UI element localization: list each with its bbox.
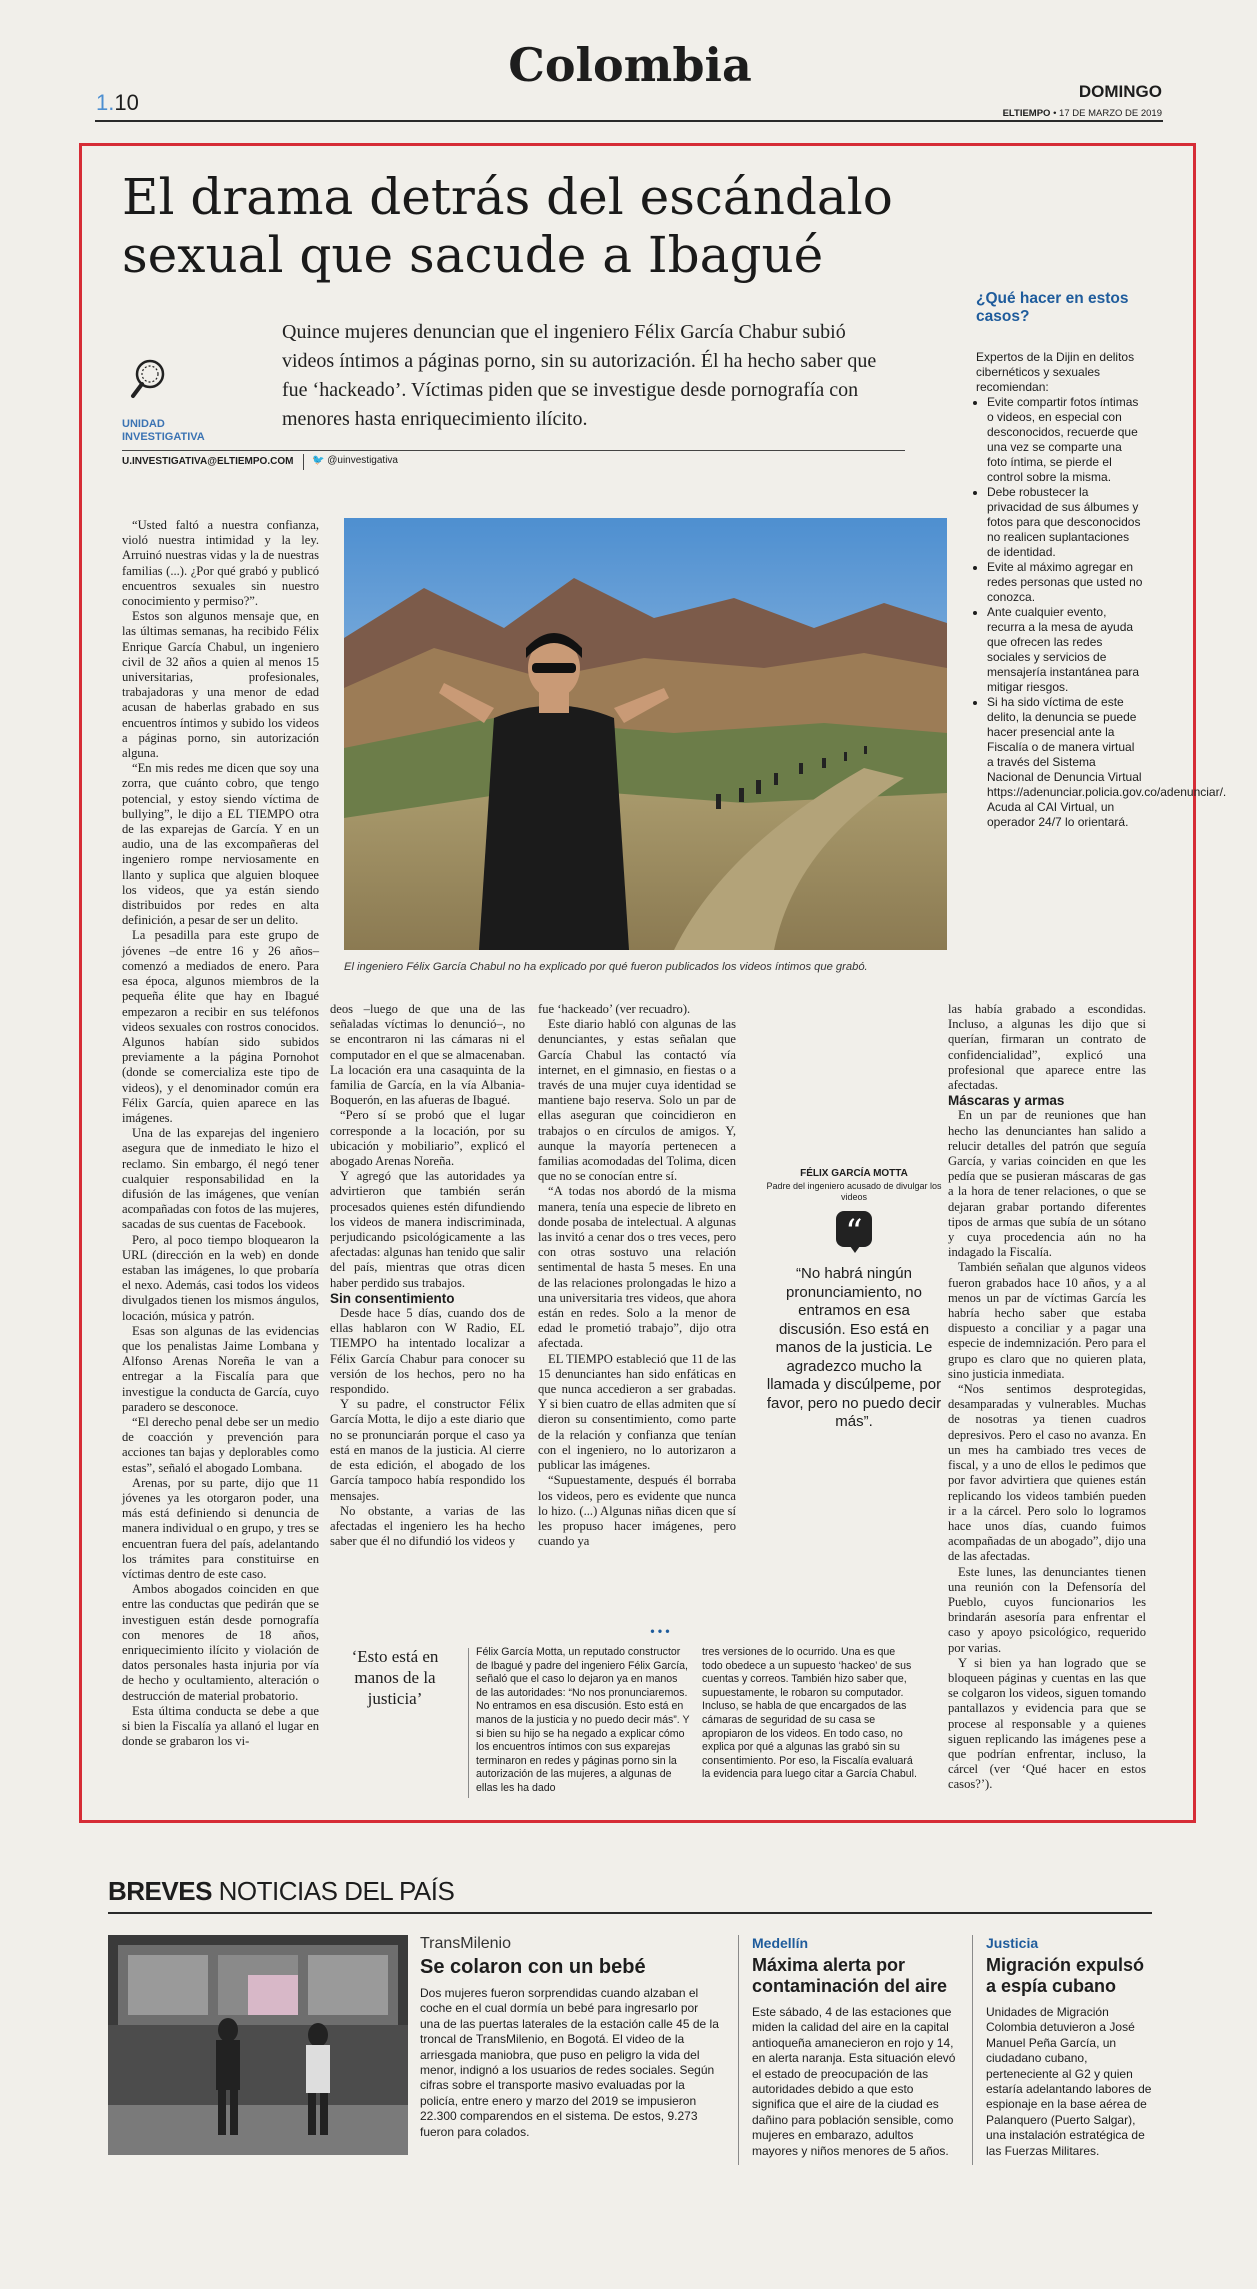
brief-text: Unidades de Migración Colombia detuvieron a José Manuel Peña García, un ciudadano cubano, perteneciente al G2 y quien estaría adelantando labores de espionaje en la base aérea de Palanquero (Puerto Salgar), una instalación estratégica de las Fuerzas Militares. — [986, 2005, 1152, 2158]
justice-box-text-1: Félix García Motta, un reputado constructor de Ibagué y padre del ingeniero Félix García, señaló que el caso lo dejaron ya en manos de las autoridades: “No nos pronunciaremos. No entramos en esa discusión. Esto está en manos de la justicia y no puedo decir más”. Y si bien su hijo se ha negado a explicar cómo los encuentros íntimos con sus exparejas terminaron en redes y páginas porno sin la autorización de las mujeres, a algunas de ellas les ha dado — [476, 1646, 690, 1794]
brief-title: Migración expulsó a espía cubano — [986, 1955, 1145, 1996]
sidebar-item: • Ante cualquier evento, recurra a la mesa de ayuda que ofrecen las redes sociales y servicios de mensajería instantánea para mitigar riesgos. — [987, 605, 1144, 695]
contact-email[interactable]: U.INVESTIGATIVA@ELTIEMPO.COM — [122, 456, 294, 467]
transmilenio-photo — [108, 1935, 408, 2155]
paragraph: EL TIEMPO estableció que 11 de las 15 denunciantes han sido enfáticas en que nunca accedieron a ser grabadas. Y si bien cuatro de ellas admiten que sí dieron su consentimiento, como parte de la relación y confianza que tenían con el ingeniero, no lo autorizaron a publicar las imágenes. — [538, 1351, 736, 1473]
paragraph: En un par de reuniones que han hecho las denunciantes han salido a relucir detalles del patrón que seguía García, y varias coinciden en que les pedía que se pusieran máscaras de gas a la hora de tener relaciones, o que se dejaran grabar portando diferentes tipos de armas que subía de un sótano y cuya procedencia aún no ha indagado la Fiscalía. — [948, 1108, 1146, 1260]
paragraph: Este lunes, las denunciantes tienen una reunión con la Defensoría del Pueblo, cuyos funcionarios les brindarán asesoría para enfrentar el caso y apoyo psicológico, requerido por varias. — [948, 1564, 1146, 1655]
breves-rule — [108, 1912, 1152, 1914]
paragraph: Este diario habló con algunas de las denunciantes, y estas señalan que García Chabul las contactó vía internet, en el gimnasio, en fiestas o a través de una mujer cuya identidad se mantiene bajo reserva. Solo un par de ellas aseguran que coincidieron en trabajos o en círculos de amigos. Y, aunque la mayoría pertenecen a familias acomodadas del Tolima, dicen que no se conocían entre sí. — [538, 1017, 736, 1184]
article-lead: Quince mujeres denuncian que el ingeniero Félix García Chabur subió videos íntimos a páginas porno, sin su autorización. Él ha hecho saber que fue ‘hackeado’. Víctimas piden que se investigue desde pornografía con menores hasta enriquecimiento ilícito. — [282, 321, 877, 430]
paragraph: Y su padre, el constructor Félix García Motta, le dijo a este diario que no se pronunciarán porque el caso ya está en manos de la justicia. Al cierre de esta edición, el abogado de los García tampoco había respondido los mensajes. — [330, 1397, 525, 1503]
sidebar-intro: Expertos de la Dijin en delitos cibernéticos y sexuales recomiendan: — [976, 350, 1135, 394]
paragraph: Pero, al poco tiempo bloquearon la URL (dirección en la web) en donde estaban las imágenes, lo que probaría el nexo. Además, casi todos los videos divulgados tienen los mismos ángulos, locación, música y patrón. — [122, 1232, 319, 1323]
brief-title: Máxima alerta por contaminación del aire — [752, 1955, 948, 1996]
paragraph: “Usted faltó a nuestra confianza, violó nuestra intimidad y la ley. Arruinó nuestras vidas y la de nuestras familias (...). ¿Por qué grabó y publicó encuentros sexuales sin nuestro conocimiento y permiso?”. — [122, 518, 319, 609]
brief-section: TransMilenio — [420, 1935, 511, 1952]
breves-divider — [738, 1935, 739, 2165]
quote-mark-icon: “ — [836, 1211, 872, 1247]
contact-rule — [122, 450, 905, 451]
page-number-value: 10 — [114, 90, 139, 115]
subhead-consent: Sin consentimiento — [330, 1290, 455, 1306]
breves-label: BREVES — [108, 1876, 212, 1906]
newspaper-name: ELTIEMPO — [1002, 108, 1051, 119]
twitter-handle[interactable] — [312, 455, 398, 466]
sidebar-list — [976, 395, 1227, 830]
brief-text: Este sábado, 4 de las estaciones que miden la calidad del aire en la capital antioqueña amanecieron en rojo y 14, en alerta naranja. Esta situación elevó el estado de preocupación de las autoridades debido a que esto significa que el aire de la ciudad es dañino para población sensible, como mujeres en embarazo, adultos mayores y niños menores de 5 años. — [752, 2005, 956, 2158]
article-column-2 — [330, 1002, 525, 1549]
byline-unit: UNIDAD INVESTIGATIVA — [122, 418, 205, 443]
day-label: DOMINGO — [1078, 82, 1162, 101]
brief-section: Medellín — [752, 1935, 809, 1951]
quote-text: “No habrá ningún pronunciamiento, no entramos en esa discusión. Eso está en manos de la justicia. Le agradezco mucho la llamada y discúlpeme, por favor, pero no puedo decir más”. — [766, 1265, 942, 1430]
justice-box-title: ‘Esto está en manos de la justicia’ — [351, 1647, 439, 1708]
contact-divider — [303, 454, 304, 470]
box-divider — [468, 1648, 469, 1798]
paragraph: “Nos sentimos desprotegidas, desamparadas y vulnerables. Muchas de nosotras ya tienen cuadros depresivos. Pero el caso no avanza. En un mes ha cambiado tres veces de fiscal, y a uno de ellos le pedimos que por favor advirtiera que quienes están replicando los videos también pueden ir a la cárcel. Pero solo lo logramos hace unos días, cuando fuimos acompañadas de un abogado”, dijo una de las afectadas. — [948, 1382, 1146, 1564]
sidebar-item: • Si ha sido víctima de este delito, la denuncia se puede hacer presencial ante la Fiscalía o de manera virtual a través del Sistema Nacional de Denuncia Virtual https://adenunciar.policia.gov.co/adenunciar/. Acuda al CAI Virtual, un operador 24/7 lo orientará. — [987, 695, 1144, 830]
brief-justicia — [986, 1935, 1154, 2159]
twitter-icon: 🐦 — [312, 455, 325, 466]
brief-medellin — [752, 1935, 958, 2159]
paragraph: Arenas, por su parte, dijo que 11 jóvenes ya les otorgaron poder, una más está definiendo si denuncia de manera individual o en grupo, y tres se encuentran fuera del país, adelantando los trámites para constituirse en víctimas dentro de este caso. — [122, 1475, 319, 1582]
photo-caption: El ingeniero Félix García Chabul no ha explicado por qué fueron publicados los videos íntimos que grabó. — [344, 961, 868, 973]
article-column-3 — [538, 1002, 736, 1549]
paragraph: Y agregó que las autoridades ya advirtieron que también serán procesados quienes estén difundiendo los videos de manera indiscriminada, perjudicando psicológicamente a las afectadas: algunas han tenido que salir del país, mientras que otras dicen haber perdido sus trabajos. — [330, 1169, 525, 1290]
quote-author: FÉLIX GARCÍA MOTTA — [800, 1168, 908, 1179]
breves-sublabel: NOTICIAS DEL PAÍS — [218, 1876, 455, 1906]
pull-quote — [766, 1168, 942, 1432]
justice-box-text-2: tres versiones de lo ocurrido. Una es que todo obedece a un supuesto ‘hackeo’ de sus cuentas y correos. También hizo saber que, supuestamente, le robaron su computador. Incluso, se habla de que encargados de las cámaras de seguridad de su casa se apropiaron de los videos. En todo caso, no explica por qué a algunas las grabó sin su consentimiento. Por eso, la Fiscalía evaluará la evidencia para luego citar a García Chabul. — [702, 1646, 917, 1781]
paragraph: No obstante, a varias de las afectadas el ingeniero les ha hecho saber que él no difundió los videos y — [330, 1503, 525, 1549]
paragraph: las había grabado a escondidas. Incluso, a algunas les dijo que si querían, firmaran un contrato de confidencialidad”, explicó una profesional que aparece entre las afectadas. — [948, 1002, 1146, 1093]
twitter-handle-text: @uinvestigativa — [327, 455, 398, 466]
paragraph: La pesadilla para este grupo de jóvenes –de entre 16 y 26 años– comenzó a mediados de enero. Para esa época, algunos miembros de la pequeña élite que hay en Ibagué empezaron a recibir en sus teléfonos videos sexuales con rostros conocidos. Algunos habían sido subidos previamente a la página Pornohot (donde se comercializa este tipo de videos), y el denominador común era Félix García, quien aparece en las imágenes. — [122, 928, 319, 1125]
breves-divider — [972, 1935, 973, 2165]
subhead-masks: Máscaras y armas — [948, 1093, 1065, 1109]
paragraph: Desde hace 5 días, cuando dos de ellas hablaron con W Radio, EL TIEMPO ha intentado localizar a Félix García Chabur para conocer su versión de los hechos, pero no ha respondido. — [330, 1306, 525, 1397]
paragraph: Estos son algunos mensaje que, en las últimas semanas, ha recibido Félix Enrique García Chabul, un ingeniero civil de 32 años a quien al menos 15 universitarias, profesionales, trabajadoras y una menor de edad acusan de haberlas grabado en sus encuentros íntimos y subido los videos a páginas porno, sin autorización alguna. — [122, 609, 319, 761]
justice-box — [330, 1646, 936, 1806]
brief-text: Dos mujeres fueron sorprendidas cuando alzaban el coche en el cual dormía un bebé para ingresarlo por una de las puertas laterales de la estación calle 45 de la troncal de TransMilenio, en Bogotá. El video de la arriesgada maniobra, que puso en peligro la vida del menor, indignó a los usuarios de redes sociales. Según cifras sobre el transporte masivo evaluadas por la policía, entre enero y marzo del 2019 se impusieron 22.300 comparendos en el sistema. De estos, 9.273 fueron para colados. — [420, 1986, 719, 2139]
sidebar-title: ¿Qué hacer en estos casos? — [976, 290, 1129, 325]
page-number-prefix: 1. — [96, 90, 115, 115]
paragraph: Ambos abogados coinciden en que entre las conductas que pedirán que se investiguen están desde pornografía con menores de 18 años, enriquecimiento ilícito y violación de datos personales hasta injuria por vía de hecho y ocultamiento, alteración o destrucción de material probatorio. — [122, 1582, 319, 1703]
page-number — [96, 90, 139, 116]
paragraph: Esta última conducta se debe a que si bien la Fiscalía ya allanó el lugar en donde se grabaron los vi- — [122, 1703, 319, 1749]
article-column-4 — [948, 1002, 1146, 1802]
brief-title: Se colaron con un bebé — [420, 1956, 646, 1978]
brief-transmilenio — [420, 1935, 720, 2140]
article-column-1 — [122, 518, 319, 1810]
paragraph: Y si bien ya han logrado que se bloqueen páginas y cuentas en las que se colgaron los videos, siguen tomando pantallazos y evidencia para que se procese al responsable y a quienes siguen replicando las imágenes pese a que podrían enfrentar, incluso, la cárcel (ver ‘Qué hacer en estos casos?’). — [948, 1655, 1146, 1792]
paragraph: “En mis redes me dicen que soy una zorra, que cuánto cobro, que tengo potencial, y estoy siendo víctima de bullying”, le dijo a EL TIEMPO otra de las exparejas de García. Y en un audio, una de las excompañeras del ingeniero rompe nerviosamente en llanto y suplica que alguien bloquee los videos, que ya están siendo distribuidos por redes en alta definición, a pesar de ser un delito. — [122, 761, 319, 928]
header-rule — [95, 120, 1163, 122]
paragraph: fue ‘hackeado’ (ver recuadro). — [538, 1002, 691, 1016]
headline-line-1: El drama detrás del escándalo — [122, 168, 893, 226]
issue-date: • 17 DE MARZO DE 2019 — [1053, 108, 1162, 119]
paragraph: Esas son algunas de las evidencias que los penalistas Jaime Lombana y Alfonso Arenas Noreña le van a entregar a la Fiscalía para que investigue la conducta de García, cuyo paradero se desconoce. — [122, 1323, 319, 1414]
paragraph: “A todas nos abordó de la misma manera, tenía una especie de libreto en donde posaba de intelectual. A algunas las invitó a cenar dos o tres veces, pero con otras sostuvo una relación sentimental de hasta 5 meses. En una de las relaciones prolongadas le hizo a una universitaria tres videos, que ahora están en redes. Solo a la menor de edad le prometió trabajo”, dijo otra afectada. — [538, 1184, 736, 1351]
brief-section: Justicia — [986, 1935, 1039, 1951]
paragraph: “Supuestamente, después él borraba los videos, pero es evidente que nunca lo hizo. (...) Algunas niñas dicen que sí les propuso hacer imágenes, pero cuando ya — [538, 1473, 736, 1549]
dateline — [950, 108, 1162, 119]
paragraph: deos –luego de que una de las señaladas víctimas lo denunció–, no se encontraron ni las cámaras ni el computador en el que se almacenaban. La locación era una casaquinta de la familia de García, en la vía Albania-Boquerón, en las afueras de Ibagué. — [330, 1002, 525, 1108]
sidebar-item: • Evite al máximo agregar en redes personas que usted no conozca. — [987, 560, 1144, 605]
headline-line-2: sexual que sacude a Ibagué — [122, 226, 824, 284]
breves-header — [108, 1876, 454, 1907]
section-ellipsis: • • • — [650, 1624, 670, 1638]
article-headline — [122, 168, 922, 284]
quote-author-role: Padre del ingeniero acusado de divulgar los videos — [766, 1181, 942, 1202]
paragraph: También señalan que algunos videos fueron grabados hace 10 años, y a al menos un par de víctimas García les habría hecho saber que estaba dispuesto a conciliar y a pagar una especie de indemnización. Pero para el grupo es claro que no quieren plata, sino justicia inmediata. — [948, 1260, 1146, 1381]
magnifier-icon — [128, 356, 172, 400]
paragraph: Una de las exparejas del ingeniero asegura que de inmediato le hizo el reclamo. Sin embargo, él negó tener cualquier responsabilidad en la difusión de las imágenes, que venían acompañadas con fotos de las mujeres, sacadas de sus cuentas de Facebook. — [122, 1126, 319, 1232]
sidebar-item: • Debe robustecer la privacidad de sus álbumes y fotos para que desconocidos no realicen suplantaciones de identidad. — [987, 485, 1144, 560]
paragraph: “El derecho penal debe ser un medio de coacción y prevención para acciones tan bajas y deplorables como estas”, señaló el abogado Lombana. — [122, 1414, 319, 1475]
sidebar-item: • Evite compartir fotos íntimas o videos, en especial con desconocidos, recuerde que una vez se comparte una foto íntima, se pierde el control sobre la misma. — [987, 395, 1144, 485]
article-photo — [344, 518, 947, 950]
what-to-do-sidebar — [976, 290, 1227, 830]
section-title: Colombia — [508, 38, 752, 92]
paragraph: “Pero sí se probó que el lugar corresponde a la locación, por su ubicación y mobiliario”, explicó el abogado Arenas Noreña. — [330, 1108, 525, 1169]
